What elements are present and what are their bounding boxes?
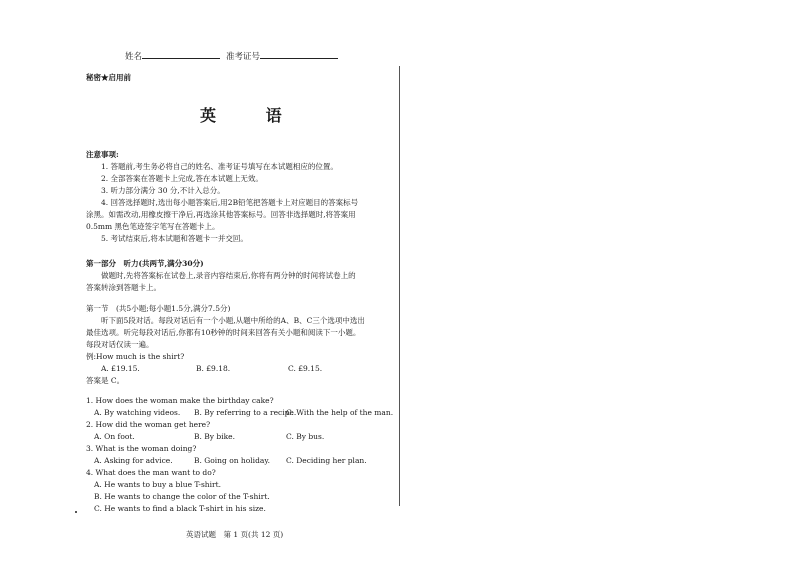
option-b: B. Going on holiday. xyxy=(194,456,270,465)
question: 4. What does the man want to do? xyxy=(86,468,216,477)
column-divider xyxy=(399,66,400,506)
notice-item: 2. 全部答案在答题卡上完成,答在本试题上无效。 xyxy=(101,174,263,183)
example-option-a: A. £19.15. xyxy=(101,364,140,373)
name-blank xyxy=(142,50,220,59)
example-option-b: B. £9.18. xyxy=(196,364,231,373)
name-field-row xyxy=(125,50,220,62)
part1-line: 做题时,先将答案标在试卷上,录音内容结束后,你将有两分钟的时间将试卷上的 xyxy=(101,271,356,280)
option-a: A. On foot. xyxy=(94,432,135,441)
notice-item: 涂黑。如需改动,用橡皮擦干净后,再选涂其他答案标号。回答非选择题时,将答案用 xyxy=(86,210,356,219)
example-option-c: C. £9.15. xyxy=(288,364,323,373)
option-b: B. By bike. xyxy=(194,432,235,441)
option-a: A. Asking for advice. xyxy=(94,456,173,465)
option-c: C. With the help of the man. xyxy=(286,408,394,417)
id-field-row xyxy=(226,50,338,62)
question: 3. What is the woman doing? xyxy=(86,444,197,453)
notice-heading: 注意事项: xyxy=(86,150,119,159)
part1-line: 答案转涂到答题卡上。 xyxy=(86,283,161,292)
notice-item: 5. 考试结束后,将本试题和答题卡一并交回。 xyxy=(101,234,248,243)
example-question: 例:How much is the shirt? xyxy=(86,352,185,361)
option-a: A. By watching videos. xyxy=(94,408,181,417)
option-c: C. He wants to find a black T-shirt in his size. xyxy=(94,504,266,513)
notice-item: 3. 听力部分满分 30 分,不计入总分。 xyxy=(101,186,225,195)
page-footer: 英语试题 第 1 页(共 12 页) xyxy=(186,530,284,539)
notice-item: 4. 回答选择题时,选出每小题答案后,用2B铅笔把答题卡上对应题目的答案标号 xyxy=(101,198,359,207)
section1-line: 每段对话仅读一遍。 xyxy=(86,340,154,349)
question: 2. How did the woman get here? xyxy=(86,420,211,429)
section1-line: 听下面5段对话。每段对话后有一个小题,从题中所给的A、B、C三个选项中选出 xyxy=(101,316,365,325)
option-b: B. By referring to a recipe. xyxy=(194,408,297,417)
part1-heading: 第一部分 听力(共两节,满分30分) xyxy=(86,259,204,268)
example-answer: 答案是 C。 xyxy=(86,376,125,385)
name-label: 姓名 xyxy=(125,52,143,62)
page-title: 英 语 xyxy=(200,106,304,125)
section1-heading: 第一节 (共5小题;每小题1.5分,满分7.5分) xyxy=(86,304,231,313)
option-a: A. He wants to buy a blue T-shirt. xyxy=(94,480,222,489)
notice-item: 0.5mm 黑色笔迹签字笔写在答题卡上。 xyxy=(86,222,220,231)
option-b: B. He wants to change the color of the T-shirt. xyxy=(94,492,270,501)
option-c: C. By bus. xyxy=(286,432,325,441)
margin-mark xyxy=(75,511,77,513)
section1-line: 最佳选项。听完每段对话后,你都有10秒钟的时间来回答有关小题和阅读下一小题。 xyxy=(86,328,361,337)
id-label: 准考证号 xyxy=(226,52,261,62)
secret-label: 秘密★启用前 xyxy=(86,73,131,82)
notice-item: 1. 答题前,考生务必将自己的姓名、准考证号填写在本试题相应的位置。 xyxy=(101,162,338,171)
question: 1. How does the woman make the birthday cake? xyxy=(86,396,274,405)
id-blank xyxy=(260,50,338,59)
option-c: C. Deciding her plan. xyxy=(286,456,367,465)
